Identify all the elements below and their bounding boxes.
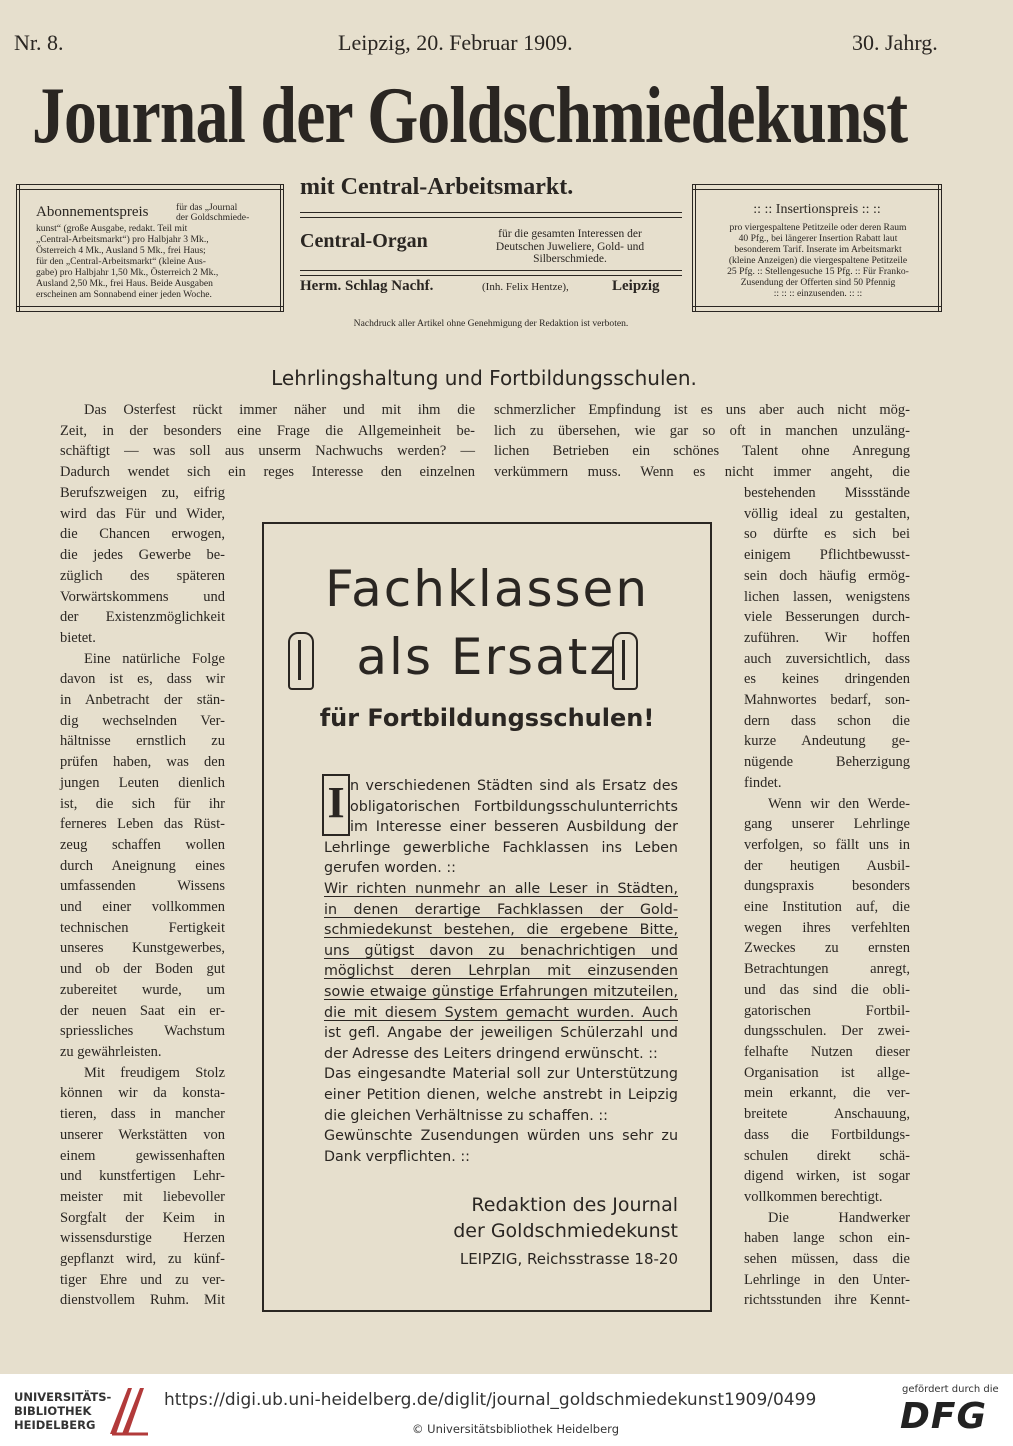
left-col-line: zubereitet wurde, um	[60, 981, 225, 998]
right-col-line: dern dass schon die	[744, 712, 910, 729]
ad-box	[262, 522, 712, 1312]
left-col-line: Sorgfalt der Keim in	[60, 1209, 225, 1226]
left-col-line: Mit freudigem Stolz	[84, 1064, 225, 1081]
right-col-line: vollkommen berechtigt.	[744, 1188, 883, 1205]
right-col-line: bestehenden Missstände	[744, 485, 910, 501]
right-col-line: breitete Anschauung,	[744, 1106, 910, 1123]
right-col-line: viele Besserungen durch-	[744, 609, 910, 626]
left-col-line: unseres Kunstgewerbes,	[60, 940, 225, 957]
left-col-line: wird das Für und Wider,	[60, 505, 225, 522]
left-col-line: Vorwärtskommens und	[60, 588, 225, 605]
library-name-1: UNIVERSITÄTS-	[14, 1390, 112, 1404]
left-col-line: gepflanzt wird, zu künf-	[60, 1251, 225, 1268]
subtitle: mit Central-Arbeitsmarkt.	[300, 174, 574, 200]
left-col-line: ferneres Leben das Rüst-	[60, 816, 225, 833]
right-col-line: gang unserer Lehrlinge	[744, 816, 910, 833]
reprint-notice: Nachdruck aller Artikel ohne Genehmigung der Redaktion ist verboten.	[353, 318, 629, 329]
dfg-logo: DFG	[900, 1396, 988, 1437]
left-col-line: meister mit liebevoller	[60, 1188, 225, 1205]
ad-body-line: schmiedekunst bestehen, die ergebene Bitte,	[324, 922, 678, 939]
left-col-line: Eine natürliche Folge	[84, 650, 225, 667]
right-col-line: dungspraxis besonders	[744, 878, 910, 895]
right-col-line: und das sind die obli-	[744, 981, 910, 998]
ad-body-line: gerufen worden. ::	[324, 860, 456, 877]
right-col-line: findet.	[744, 774, 782, 791]
right-col-line: so dürfte es sich bei	[744, 526, 910, 543]
ad-sign-3: LEIPZIG, Reichsstrasse 18-20	[459, 1250, 678, 1268]
ad-body-line: einer Petition dienen, welche anstrebt in Leipzig	[324, 1086, 678, 1103]
left-col-line: ist, die sich für ihr	[60, 795, 225, 812]
left-col-line: bietet.	[60, 629, 96, 646]
ad-body	[324, 776, 678, 1167]
insertion-text: pro viergespaltene Petitzeile oder deren Raum 40 Pfg., bei längerer Insertion Rabatt laut besonderem Tarif. Inserate im Arbeitsmarkt (kleine Anzeigen) die viergespaltene Petitzeile 25 Pfg. :: Stellengesuche 15 Pfg. :: Für Franko- Zusendung der Offerten sind 50 Pfennig :: :: :: einzusenden. :: ::	[727, 222, 909, 299]
right-col-line: felhafte Nutzen dieser	[744, 1043, 910, 1060]
right-col-line: richtsstunden ihre Kennt-	[744, 1292, 910, 1309]
left-col-line: die Chancen erwogen,	[60, 526, 225, 543]
ad-body-line: sowie etwaige günstige Erfahrungen mitzuteilen,	[324, 983, 678, 1000]
left-col-line: hältnisse ernstlich zu	[60, 733, 225, 750]
publisher-city: Leipzig	[612, 278, 660, 294]
left-col-line: und kunstfertigen Lehr-	[60, 1168, 225, 1185]
left-col-line: davon ist es, dass wir	[60, 671, 225, 688]
left-col-line: dienstvollem Ruhm. Mit	[60, 1292, 225, 1309]
left-col-line: einem gewissenhaften	[60, 1147, 225, 1164]
journal-title: Journal der Goldschmiedekunst	[32, 72, 908, 160]
ad-body-line: obligatorischen Fortbildungsschulunterrichts	[350, 798, 678, 815]
insertion-box	[692, 184, 942, 312]
left-col-line: in Anbetracht der stän-	[60, 692, 225, 709]
ad-body-line: Gewünschte Zusendungen würden uns sehr zu	[324, 1128, 678, 1145]
ad-body-line: n verschiedenen Städten sind als Ersatz des	[350, 778, 678, 794]
abo-note-2: der Goldschmiede-	[176, 212, 250, 223]
right-col-line: Organisation ist allge-	[744, 1064, 910, 1081]
right-col-line: nügende Beherzigung	[744, 754, 910, 771]
ad-body-line: ist gefl. Angabe der jeweiligen Schülerzahl und	[324, 1025, 678, 1042]
publisher: Herm. Schlag Nachf.	[300, 278, 434, 294]
funded-by: gefördert durch die	[902, 1384, 999, 1395]
right-col-line: sehen müssen, dass die	[744, 1251, 910, 1268]
left-col-line: die jedes Gewerbe be-	[60, 547, 225, 564]
ad-body-line: Dank verpflichten. ::	[324, 1148, 470, 1165]
ad-body-line: in denen derartige Fachklassen der Gold-	[324, 901, 678, 918]
central-organ: Central-Organ	[300, 230, 428, 252]
right-col-line: lichen lassen, wenigstens	[744, 588, 910, 605]
ad-body-line: die gleichen Verhältnisse zu schaffen. ::	[324, 1107, 608, 1124]
right-col-line: eine Institution auf, die	[744, 899, 910, 916]
ad-body-line: Das eingesandte Material soll zur Unterstützung	[324, 1066, 678, 1083]
right-col-line: völlig ideal zu gestalten,	[744, 505, 910, 522]
left-col-line: spriessliches Wachstum	[60, 1023, 225, 1040]
left-col-line: zu gewährleisten.	[60, 1043, 162, 1060]
ad-sign-1: Redaktion des Journal	[471, 1194, 678, 1216]
right-col-line: haben lange schon ein-	[744, 1230, 910, 1247]
top-right-paragraph: schmerzlicher Empfindung ist es uns aber auch nicht mög- lich zu übersehen, wie gar so oft in manchen unzuläng- lichen Betrieben ein schönes Talent ohne Anregung verkümmern muss. Wenn es nicht immer angeht, die	[494, 402, 910, 481]
ad-body-line: im Interesse einer besseren Ausbildung der	[350, 819, 678, 836]
abo-box	[16, 184, 284, 312]
left-col-line: züglich des späteren	[60, 567, 225, 584]
right-col-line: Mahnwortes bedarf, son-	[744, 692, 910, 709]
ad-body-line: der Adresse des Leiters dringend erwünscht. ::	[324, 1045, 658, 1062]
central-organ-desc: für die gesamten Interessen der Deutschen Juweliere, Gold- und Silberschmiede.	[495, 228, 645, 265]
dropcap: I	[327, 778, 345, 827]
left-col-line: dig wechselnden Ver-	[60, 712, 225, 729]
right-col-line: kurze Andeutung ge-	[744, 733, 910, 750]
left-col-line: und ob der Boden gut	[60, 961, 225, 978]
ad-body-line: möglichst deren Lehrplan mit einzusenden	[324, 963, 678, 980]
right-col-line: einigem Pflichtbewusst-	[744, 547, 910, 564]
top-left-paragraph: Das Osterfest rückt immer näher und mit ihm die Zeit, in der besonders eine Frage die Allgemeinheit be- schäftigt — was soll aus unserm Nachwuchs werden? — Dadurch wendet sich ein reges Interesse den einzelnen	[60, 402, 475, 481]
right-col-line: gatorischen Fortbil-	[744, 1002, 910, 1019]
right-col-line: dungsschulen. Der zwei-	[744, 1023, 910, 1040]
ad-body-line: die mit diesem System gemacht wurden. Auch	[324, 1004, 678, 1021]
ad-body-line: Lehrlinge gewerbliche Fachklassen ins Leben	[324, 839, 678, 856]
left-col-line: wissensdurstige Herzen	[60, 1230, 225, 1247]
ad-body-line: uns gütigst davon zu benachrichtigen und	[324, 942, 678, 959]
abo-title: Abonnementspreis	[36, 204, 149, 220]
ad-headline-2: als Ersatz	[356, 628, 618, 686]
library-logo-icon	[106, 1384, 152, 1436]
left-col-line: technischen Fertigkeit	[60, 919, 225, 936]
right-col-line: Lehrlinge in den Unter-	[744, 1271, 910, 1288]
left-col-line: Berufszweigen zu, eifrig	[60, 485, 225, 501]
ad-headline-3: für Fortbildungsschulen!	[319, 704, 655, 732]
right-col-line: Betrachtungen anregt,	[744, 961, 910, 978]
right-col-line: wegen ihres verfehlten	[744, 919, 910, 936]
library-name-3: HEIDELBERG	[14, 1418, 96, 1432]
left-col-line: umfassenden Wissens	[60, 878, 225, 895]
abo-text: kunst“ (große Ausgabe, redakt. Teil mit „Central-Arbeitsmarkt“) pro Halbjahr 3 Mk., Österreich 4 Mk., Ausland 5 Mk., frei Haus; für den „Central-Arbeitsmarkt“ (kleine Aus- gabe) pro Halbjahr 1,50 Mk., Österreich 2 Mk., Ausland 2,50 Mk., frei Haus. Beide Ausgaben erscheinen am Sonnabend einer jeden Woche.	[36, 223, 219, 300]
footer-bar	[0, 1374, 1013, 1446]
left-col-line: der Existenzmöglichkeit	[60, 609, 225, 626]
ad-sign-2: der Goldschmiedekunst	[453, 1220, 678, 1242]
right-col-line: dass die Fortbildungs-	[744, 1126, 910, 1143]
issue-number: Nr. 8.	[14, 30, 64, 55]
left-col-line: unserer Werkstätten von	[60, 1126, 225, 1143]
right-col-line: digend wirken, ist sogar	[744, 1168, 910, 1185]
left-col-line: und einer vollkommen	[60, 899, 225, 916]
left-col-line: tieren, dass in mancher	[60, 1106, 225, 1123]
left-col-line: tiger Ehre und zu ver-	[60, 1271, 225, 1288]
left-col-line: jungen Leuten dienlich	[60, 774, 225, 791]
abo-note-1: für das „Journal	[176, 202, 238, 213]
left-col-line: durch Aneignung eines	[60, 857, 225, 874]
right-col-line: mein erkannt, die ver-	[744, 1085, 910, 1102]
insertion-title: :: :: Insertionspreis :: ::	[753, 202, 881, 217]
left-col-line: zeug schaffen wollen	[60, 836, 225, 853]
ad-headline-1: Fachklassen	[324, 560, 650, 618]
right-col-line: Zweckes zu ernsten	[744, 940, 910, 957]
page-url[interactable]: https://digi.ub.uni-heidelberg.de/diglit/journal_goldschmiedekunst1909/0499	[164, 1390, 817, 1410]
volume: 30. Jahrg.	[852, 30, 938, 55]
right-col-line: verfolgen, so fällt uns in	[744, 836, 910, 853]
ad-body-line: Wir richten nunmehr an alle Leser in Städten,	[324, 880, 678, 897]
article-headline: Lehrlingshaltung und Fortbildungsschulen.	[271, 366, 697, 390]
right-col-line: auch zuversichtlich, dass	[744, 650, 910, 667]
left-col-line: der neuen Saat ein er-	[60, 1002, 225, 1019]
place-date: Leipzig, 20. Februar 1909.	[338, 30, 573, 55]
left-col-line: prüfen haben, was den	[60, 754, 225, 771]
publisher-owner: (Inh. Felix Hentze),	[482, 281, 569, 293]
right-col-line: der heutigen Ausbil-	[744, 857, 910, 874]
left-col-line: können wir da konsta-	[60, 1085, 225, 1102]
copyright: © Universitätsbibliothek Heidelberg	[412, 1422, 620, 1436]
right-column	[744, 483, 910, 1311]
library-name-2: BIBLIOTHEK	[14, 1404, 92, 1418]
right-col-line: schulen direkt schä-	[744, 1147, 910, 1164]
right-col-line: Die Handwerker	[768, 1209, 910, 1226]
right-col-line: es keines dringenden	[744, 671, 910, 688]
ornament-right-icon	[612, 632, 638, 690]
right-col-line: Wenn wir den Werde-	[768, 795, 910, 812]
right-col-line: sein doch häufig ermög-	[744, 567, 910, 584]
right-col-line: zuführen. Wir hoffen	[744, 629, 910, 646]
left-column	[60, 483, 225, 1311]
